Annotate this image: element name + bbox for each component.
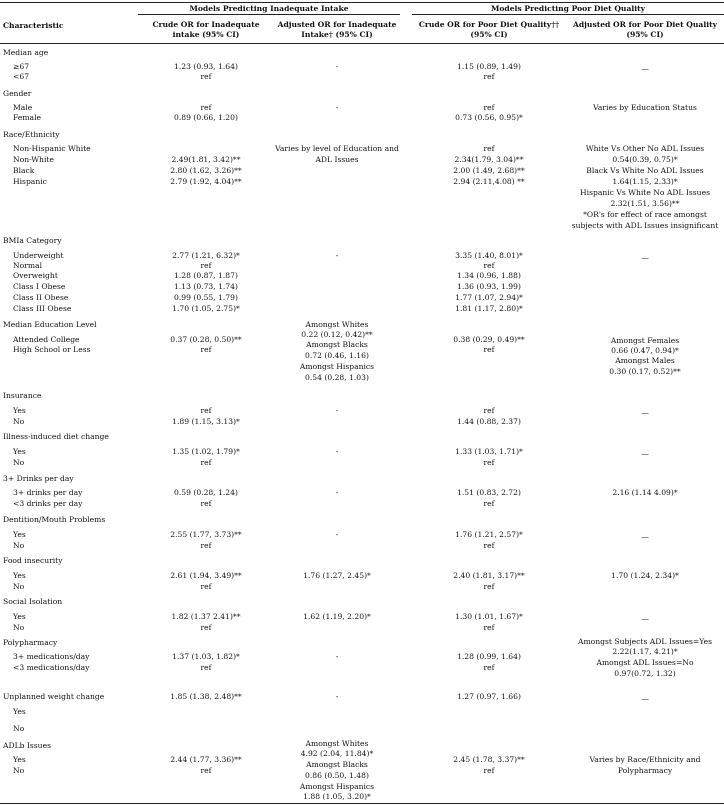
- header-adj-quality-2: (95% CI): [626, 30, 664, 39]
- row-label-dent-yes: Yes: [13, 530, 26, 539]
- cell-weight-adj-intake: -: [335, 692, 339, 701]
- cell-drinks-adj-intake: -: [335, 488, 339, 497]
- cell-gender-adj-quality: Varies by Education Status: [593, 103, 697, 112]
- row-label-ins-yes: Yes: [13, 406, 26, 415]
- cell-bmi-crude-quality: 1.77 (1.07, 2.94)*: [455, 293, 523, 302]
- cell-drinks-adj-quality: 2.16 (1.14 4.09)*: [612, 488, 678, 497]
- cell-food-adj-intake: 1.76 (1.27, 2.45)*: [303, 571, 371, 580]
- header-crude-intake-2: intake (95% CI): [172, 30, 240, 39]
- cell-social-adj-intake: 1.62 (1.19, 2.20)*: [303, 612, 371, 621]
- cell-poly-adj-quality: 2.22(1.17, 4.21)*: [612, 647, 678, 656]
- cell-ins-adj-quality: —: [641, 408, 649, 417]
- row-label-drinks-lt3: <3 drinks per day: [13, 499, 83, 508]
- row-label-hispanic: Hispanic: [13, 177, 47, 186]
- cell-race-crude-quality: 2.34(1.79, 3.04)**: [454, 155, 524, 164]
- cell-adl-adj-intake: Amongst Whites: [305, 739, 369, 748]
- cell-dent-crude-quality: ref: [483, 541, 495, 550]
- cell-food-crude-intake: ref: [200, 582, 212, 591]
- cell-age-adj-intake: -: [335, 62, 339, 71]
- row-label-non-white: Non-White: [13, 155, 54, 164]
- row-label-normal: Normal: [13, 261, 43, 270]
- cell-adl-adj-intake: 4.92 (2.04, 11.84)*: [300, 749, 374, 758]
- row-label-poly-lt3: <3 medications/day: [13, 663, 90, 672]
- cell-bmi-crude-intake: 1.70 (1.05, 2.75)*: [172, 304, 240, 313]
- row-label-weight-no: No: [13, 724, 25, 733]
- cell-bmi-adj-quality: —: [641, 253, 649, 262]
- cell-age-adj-quality: —: [641, 64, 649, 73]
- cell-race-adj-quality: subjects with ADL Issues insignificant: [571, 221, 719, 230]
- rule-group-inadequate: [138, 14, 400, 15]
- cell-social-crude-intake: 1.82 (1.37 2.41)**: [171, 612, 241, 621]
- cell-gender-adj-intake: -: [335, 103, 339, 112]
- cell-ill-crude-quality: ref: [483, 458, 495, 467]
- section-title-drinks: 3+ Drinks per day: [3, 474, 74, 483]
- cell-bmi-adj-intake: -: [335, 251, 339, 260]
- row-label-adl-no: No: [13, 766, 25, 775]
- row-label-food-no: No: [13, 582, 25, 591]
- cell-edu-adj-quality: Amongst Males: [615, 356, 675, 365]
- cell-ill-adj-intake: -: [335, 447, 339, 456]
- cell-social-crude-quality: 1.30 (1.01, 1.67)*: [455, 612, 523, 621]
- cell-edu-adj-intake: 0.22 (0.12, 0.42)**: [301, 330, 373, 339]
- row-label-dent-no: No: [13, 541, 25, 550]
- cell-bmi-crude-quality: ref: [483, 261, 495, 270]
- cell-bmi-crude-intake: 0.99 (0.55, 1.79): [174, 293, 238, 302]
- cell-poly-adj-intake: -: [335, 652, 339, 661]
- row-label-poly-3plus: 3+ medications/day: [13, 652, 90, 661]
- section-title-insurance: Insurance: [3, 391, 42, 400]
- cell-race-crude-intake: 2.49(1.81, 3.42)**: [171, 155, 241, 164]
- cell-edu-adj-quality: 0.30 (0.17, 0.52)**: [609, 367, 681, 376]
- cell-social-crude-intake: ref: [200, 623, 212, 632]
- cell-gender-crude-intake: ref: [200, 103, 212, 112]
- cell-bmi-crude-quality: 3.35 (1.40, 8.01)*: [455, 251, 523, 260]
- cell-race-adj-quality: *OR's for effect of race amongst: [583, 210, 707, 219]
- rule-bottom: [0, 803, 724, 804]
- header-adj-intake-1: Adjusted OR for Inadequate: [277, 20, 397, 29]
- cell-adl-adj-intake: 1.88 (1.05, 3.20)*: [303, 792, 371, 801]
- cell-poly-adj-quality: Amongst ADL Issues=No: [596, 658, 694, 667]
- cell-adl-crude-quality: ref: [483, 766, 495, 775]
- cell-race-crude-quality: ref: [483, 144, 495, 153]
- header-crude-quality-1: Crude OR for Poor Diet Quality††: [418, 20, 560, 29]
- cell-bmi-crude-intake: 1.28 (0.87, 1.87): [174, 271, 238, 280]
- cell-weight-adj-quality: —: [641, 694, 649, 703]
- cell-adl-crude-intake: ref: [200, 766, 212, 775]
- cell-race-adj-intake: ADL Issues: [315, 155, 359, 164]
- cell-race-adj-quality: Hispanic Vs White No ADL Issues: [580, 188, 710, 197]
- row-label-drinks-3plus: 3+ drinks per day: [13, 488, 83, 497]
- cell-food-crude-quality: 2.40 (1.81, 3.17)**: [453, 571, 525, 580]
- cell-drinks-crude-quality: ref: [483, 499, 495, 508]
- cell-adl-crude-quality: 2.45 (1.78, 3.37)**: [453, 755, 525, 764]
- section-title-weight: Unplanned weight change: [3, 692, 105, 701]
- cell-social-crude-quality: ref: [483, 623, 495, 632]
- header-characteristic: Characteristic: [3, 21, 64, 30]
- cell-social-adj-quality: —: [641, 614, 649, 623]
- cell-adl-adj-intake: Amongst Blacks: [306, 760, 368, 769]
- section-title-social: Social Isolation: [3, 597, 63, 606]
- cell-adl-adj-quality: Varies by Race/Ethnicity and: [589, 755, 701, 764]
- cell-weight-crude-quality: 1.27 (0.97, 1.66): [457, 692, 521, 701]
- cell-adl-adj-intake: Amongst Hispanics: [299, 782, 375, 791]
- section-title-dentition: Dentition/Mouth Problems: [3, 515, 106, 524]
- row-label-social-no: No: [13, 623, 25, 632]
- cell-edu-crude-intake: ref: [200, 345, 212, 354]
- cell-race-adj-quality: 1.64(1.15, 2.33)*: [612, 177, 678, 186]
- cell-bmi-crude-quality: 1.81 (1.17, 2.80)*: [455, 304, 523, 313]
- cell-race-crude-intake: 2.80 (1.62, 3.26)**: [170, 166, 242, 175]
- group-header-inadequate: Models Predicting Inadequate Intake: [189, 4, 349, 13]
- cell-race-adj-quality: White Vs Other No ADL Issues: [585, 144, 705, 153]
- row-label-age-lt67: <67: [13, 72, 30, 81]
- cell-edu-crude-quality: 0.38 (0.29, 0.49)**: [453, 335, 525, 344]
- section-title-illness: Illness-induced diet change: [3, 432, 109, 441]
- cell-ill-adj-quality: —: [641, 449, 649, 458]
- section-title-bmi: BMIa Category: [3, 236, 62, 245]
- cell-ill-crude-intake: ref: [200, 458, 212, 467]
- cell-dent-adj-intake: -: [335, 530, 339, 539]
- section-title-age: Median age: [3, 48, 49, 57]
- cell-dent-adj-quality: —: [641, 532, 649, 541]
- cell-adl-adj-quality: Polypharmacy: [617, 766, 673, 775]
- header-adj-quality-1: Adjusted OR for Poor Diet Quality: [572, 20, 718, 29]
- cell-drinks-crude-intake: 0.59 (0.28, 1.24): [174, 488, 238, 497]
- cell-bmi-crude-quality: 1.36 (0.93, 1.99): [457, 282, 521, 291]
- row-label-nh-white: Non-Hispanic White: [13, 144, 91, 153]
- cell-dent-crude-intake: ref: [200, 541, 212, 550]
- section-title-education: Median Education Level: [3, 320, 97, 329]
- section-title-poly: Polypharmacy: [3, 638, 58, 647]
- section-title-adl: ADLb Issues: [3, 741, 51, 750]
- header-crude-intake-1: Crude OR for Inadequate: [152, 20, 260, 29]
- cell-drinks-crude-intake: ref: [200, 499, 212, 508]
- cell-age-crude-intake: 1.23 (0.93, 1.64): [174, 62, 238, 71]
- cell-dent-crude-intake: 2.55 (1.77, 3.73)**: [170, 530, 242, 539]
- cell-ins-adj-intake: -: [335, 406, 339, 415]
- cell-ill-crude-quality: 1.33 (1.03, 1.71)*: [455, 447, 523, 456]
- cell-race-crude-intake: 2.79 (1.92, 4.04)**: [170, 177, 242, 186]
- row-label-age-ge67: ≥67: [13, 62, 30, 71]
- cell-ins-crude-quality: 1.44 (0.88, 2.37): [457, 417, 521, 426]
- cell-gender-crude-quality: 0.73 (0.56, 0.95)*: [455, 113, 523, 122]
- cell-race-adj-intake: Varies by level of Education and: [275, 144, 399, 153]
- cell-poly-adj-quality: 0.97(0.72, 1.32): [614, 669, 676, 678]
- cell-dent-crude-quality: 1.76 (1.21, 2.57)*: [455, 530, 523, 539]
- cell-ill-crude-intake: 1.35 (1.02, 1.79)*: [172, 447, 240, 456]
- cell-food-crude-intake: 2.61 (1.94, 3.49)**: [170, 571, 242, 580]
- cell-poly-crude-quality: ref: [483, 663, 495, 672]
- row-label-highschool: High School or Less: [13, 345, 91, 354]
- row-label-female: Female: [13, 113, 41, 122]
- cell-drinks-crude-quality: 1.51 (0.83, 2.72): [457, 488, 521, 497]
- section-title-gender: Gender: [3, 89, 32, 98]
- row-label-black: Black: [13, 166, 35, 175]
- cell-weight-crude-intake: 1.85 (1.38, 2.48)**: [170, 692, 242, 701]
- cell-edu-adj-quality: 0.66 (0.47, 0.94)*: [611, 346, 679, 355]
- cell-edu-adj-intake: 0.72 (0.46, 1.16): [305, 351, 369, 360]
- cell-edu-adj-intake: 0.54 (0.28, 1.03): [305, 373, 369, 382]
- cell-bmi-crude-intake: 2.77 (1.21, 6.32)*: [172, 251, 240, 260]
- cell-edu-adj-intake: Amongst Blacks: [306, 340, 368, 349]
- cell-gender-crude-quality: ref: [483, 103, 495, 112]
- cell-race-crude-quality: 2.94 (2.11,4.08) **: [453, 177, 525, 186]
- cell-ins-crude-quality: ref: [483, 406, 495, 415]
- cell-gender-crude-intake: 0.89 (0.66, 1.20): [174, 113, 238, 122]
- rule-top: [0, 2, 724, 3]
- cell-poly-crude-quality: 1.28 (0.99, 1.64): [457, 652, 521, 661]
- row-label-male: Male: [13, 103, 33, 112]
- cell-race-adj-quality: 2.32(1.51, 3.56)**: [610, 199, 680, 208]
- cell-poly-crude-intake: 1.37 (1.03, 1.82)*: [172, 652, 240, 661]
- cell-bmi-crude-intake: ref: [200, 261, 212, 270]
- row-label-class1: Class I Obese: [13, 282, 66, 291]
- row-label-weight-yes: Yes: [13, 707, 26, 716]
- cell-edu-adj-quality: Amongst Females: [610, 336, 680, 345]
- section-title-race: Race/Ethnicity: [3, 130, 60, 139]
- cell-bmi-crude-intake: 1.13 (0.73, 1.74): [174, 282, 238, 291]
- cell-poly-adj-quality: Amongst Subjects ADL Issues=Yes: [578, 637, 712, 646]
- header-crude-quality-2: (95% CI): [470, 30, 508, 39]
- cell-ins-crude-intake: ref: [200, 406, 212, 415]
- cell-ins-crude-intake: 1.89 (1.15, 3.13)*: [172, 417, 240, 426]
- cell-edu-crude-quality: ref: [483, 345, 495, 354]
- row-label-ill-no: No: [13, 458, 25, 467]
- row-label-adl-yes: Yes: [13, 755, 26, 764]
- row-label-ill-yes: Yes: [13, 447, 26, 456]
- row-label-class2: Class II Obese: [13, 293, 69, 302]
- cell-race-adj-quality: Black Vs White No ADL Issues: [586, 166, 704, 175]
- row-label-college: Attended College: [13, 335, 80, 344]
- row-label-class3: Class III Obese: [13, 304, 72, 313]
- cell-edu-adj-intake: Amongst Whites: [305, 320, 369, 329]
- cell-adl-crude-intake: 2.44 (1.77, 3.36)**: [170, 755, 242, 764]
- rule-group-poor: [412, 14, 724, 15]
- row-label-food-yes: Yes: [13, 571, 26, 580]
- cell-food-crude-quality: ref: [483, 582, 495, 591]
- cell-edu-adj-intake: Amongst Hispanics: [299, 362, 375, 371]
- cell-food-adj-quality: 1.70 (1.24, 2.34)*: [611, 571, 679, 580]
- cell-race-adj-quality: 0.54(0.39, 0.75)*: [612, 155, 678, 164]
- row-label-social-yes: Yes: [13, 612, 26, 621]
- header-adj-intake-2: Intake† (95% CI): [301, 30, 373, 39]
- rule-header: [0, 43, 724, 44]
- cell-edu-crude-intake: 0.37 (0.28, 0.50)**: [170, 335, 242, 344]
- row-label-underweight: Underweight: [13, 251, 64, 260]
- cell-age-crude-quality: 1.15 (0.89, 1.49): [457, 62, 521, 71]
- cell-bmi-crude-quality: 1.34 (0.96, 1.88): [457, 271, 521, 280]
- cell-poly-crude-intake: ref: [200, 663, 212, 672]
- cell-adl-adj-intake: 0.86 (0.50, 1.48): [305, 771, 369, 780]
- cell-age-crude-quality: ref: [483, 72, 495, 81]
- group-header-poor: Models Predicting Poor Diet Quality: [490, 4, 646, 13]
- section-title-food: Food insecurity: [3, 556, 63, 565]
- row-label-ins-no: No: [13, 417, 25, 426]
- row-label-overweight: Overweight: [13, 271, 58, 280]
- cell-age-crude-intake: ref: [200, 72, 212, 81]
- cell-race-crude-quality: 2.00 (1.49, 2.68)**: [453, 166, 525, 175]
